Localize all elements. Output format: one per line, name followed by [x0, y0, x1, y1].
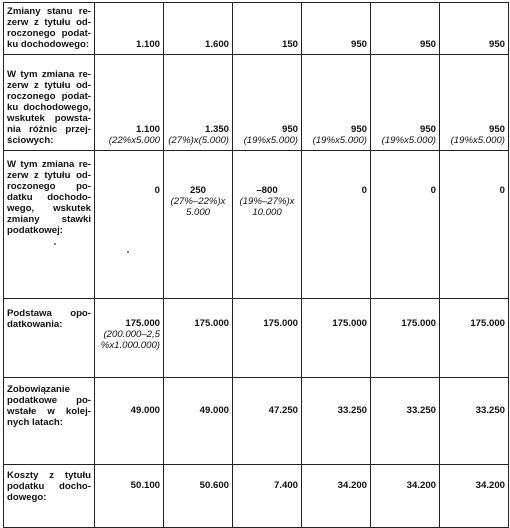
table-cell: 33.250 — [302, 378, 371, 465]
table-cell: 150 — [233, 3, 302, 55]
row-label: Podstawa opo-datkowania: — [4, 299, 95, 378]
calculation-note: (19%x5.000) — [450, 135, 505, 146]
table-cell: 49.000 — [164, 378, 233, 465]
table-cell: 950 — [302, 3, 371, 55]
deferred-tax-table — [3, 2, 509, 528]
table-cell: 1.100 (22%x5.000 — [95, 55, 164, 151]
table-cell: 47.250 — [233, 378, 302, 465]
calculation-note: (19%–27%)x 10.000 — [239, 196, 295, 218]
table-cell: 34.200 — [371, 465, 440, 528]
table-cell: 175.000 (200.000–2,5 %x1.000.000) — [95, 299, 164, 378]
table-row — [4, 55, 509, 151]
table-cell: 950 — [371, 3, 440, 55]
table-row — [4, 378, 509, 465]
table-cell: 950 (19%x5.000) — [440, 55, 509, 151]
table-cell: 950 — [440, 3, 509, 55]
scan-speck — [54, 243, 56, 245]
table-cell: 175.000 — [164, 299, 233, 378]
table-cell: 1.600 — [164, 3, 233, 55]
row-label: Zmiany stanu re-zerw z tytułu od-roczonego podat-ku dochodowego: — [4, 3, 95, 55]
table-cell: 50.100 — [95, 465, 164, 528]
row-label: Koszty z tytułu podatku docho-dowego: — [4, 465, 95, 528]
row-label: W tym zmiana re-zerw z tytułu od-roczonego po-datku dochodo-wego, wskutek zmiany stawki podatkowej: — [4, 151, 95, 299]
table-cell: 34.200 — [302, 465, 371, 528]
table-cell: 50.600 — [164, 465, 233, 528]
calculation-note: (19%x5.000) — [243, 135, 298, 146]
table-cell: 175.000 — [302, 299, 371, 378]
table-cell: 33.250 — [371, 378, 440, 465]
table-row — [4, 3, 509, 55]
table-cell: 950 (19%x5.000) — [233, 55, 302, 151]
table-cell: 0 — [302, 151, 371, 299]
table-row — [4, 299, 509, 378]
row-label: Zobowiązanie podatkowe po-wstałe w kolej-nych latach: — [4, 378, 95, 465]
table-cell: 0 — [95, 151, 164, 299]
table-cell: 49.000 — [95, 378, 164, 465]
row-label: W tym zmiana re-zerw z tytułu od-roczonego podat-ku dochodowego, wskutek powsta-nia różnic przej-ściowych: — [4, 55, 95, 151]
table-cell: 0 — [371, 151, 440, 299]
table-cell: 175.000 — [233, 299, 302, 378]
table-cell: –800 (19%–27%)x 10.000 — [233, 151, 302, 299]
calculation-note: (19%x5.000) — [312, 135, 367, 146]
table-cell: 175.000 — [440, 299, 509, 378]
table-cell: 950 (19%x5.000) — [371, 55, 440, 151]
table-row — [4, 465, 509, 528]
calculation-note: (27%)x(5.000) — [168, 135, 229, 146]
calculation-note: (19%x5.000) — [381, 135, 436, 146]
table-cell: 7.400 — [233, 465, 302, 528]
table-cell: 34.200 — [440, 465, 509, 528]
table-cell: 250 (27%–22%)x 5.000 — [164, 151, 233, 299]
table-row — [4, 151, 509, 299]
table-cell: 33.250 — [440, 378, 509, 465]
calculation-note: (22%x5.000 — [108, 135, 160, 146]
calculation-note: (200.000–2,5 %x1.000.000) — [100, 329, 160, 351]
table-cell: 1.350 (27%)x(5.000) — [164, 55, 233, 151]
table-cell: 1.100 — [95, 3, 164, 55]
table-cell: 175.000 — [371, 299, 440, 378]
scan-speck — [127, 251, 129, 253]
calculation-note: (27%–22%)x 5.000 — [170, 196, 226, 218]
table-cell: 950 (19%x5.000) — [302, 55, 371, 151]
table-cell: 0 — [440, 151, 509, 299]
